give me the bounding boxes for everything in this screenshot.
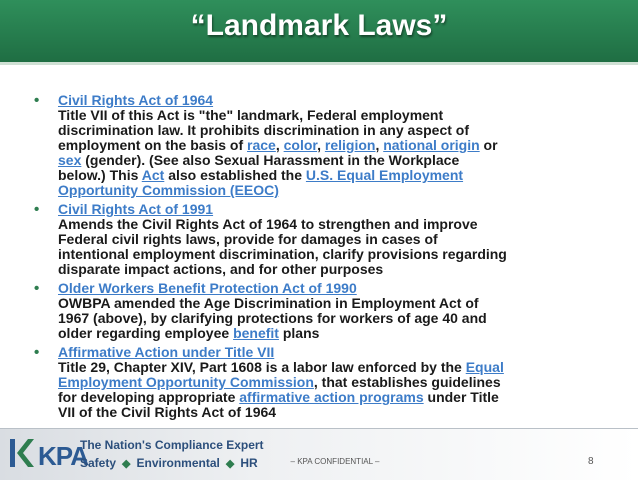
title-divider bbox=[0, 62, 638, 65]
body-text-segment: , bbox=[275, 137, 284, 153]
body-line bbox=[58, 262, 618, 277]
body-line bbox=[58, 375, 618, 390]
body-text-segment: OWBPA amended the Age Discrimination in Employment Act of bbox=[58, 295, 479, 311]
body-line bbox=[58, 296, 618, 311]
inline-link[interactable]: Act bbox=[141, 167, 165, 183]
page-number: 8 bbox=[588, 456, 594, 467]
tagline-safety: Safety bbox=[80, 456, 117, 470]
kpa-logo-text: KPA bbox=[38, 441, 88, 471]
inline-link[interactable]: Employment Opportunity Commission bbox=[58, 374, 314, 390]
body-text-segment: VII of the Civil Rights Act of 1964 bbox=[58, 404, 277, 420]
law-heading-link[interactable]: Civil Rights Act of 1964 bbox=[58, 92, 214, 108]
inline-link[interactable]: color bbox=[283, 137, 318, 153]
bullet-icon: • bbox=[34, 92, 40, 109]
slide-title: “Landmark Laws” bbox=[190, 9, 448, 42]
body-text-segment: plans bbox=[278, 325, 320, 341]
inline-link[interactable]: Equal bbox=[465, 359, 504, 375]
body-line bbox=[58, 311, 618, 326]
body-text-segment: under Title bbox=[423, 389, 499, 405]
body-line bbox=[58, 183, 618, 198]
law-heading-link[interactable]: Affirmative Action under Title VII bbox=[58, 344, 275, 360]
body-text-segment: also established the bbox=[164, 167, 306, 183]
body-line bbox=[58, 217, 618, 232]
body-text-segment: , bbox=[375, 137, 384, 153]
bullet-icon: • bbox=[34, 280, 40, 297]
inline-link[interactable]: sex bbox=[58, 152, 82, 168]
body-text-segment: Amends the Civil Rights Act of 1964 to strengthen and improve bbox=[58, 216, 478, 232]
body-line bbox=[58, 405, 618, 420]
confidential-notice: – KPA CONFIDENTIAL – bbox=[290, 457, 380, 466]
body-line bbox=[58, 123, 618, 138]
tagline-title: The Nation's Compliance Expert bbox=[80, 438, 264, 452]
body-text-segment: for developing appropriate bbox=[58, 389, 240, 405]
body-text-segment: disparate impact actions, and for other purposes bbox=[58, 261, 384, 277]
body-text-segment: Title 29, Chapter XIV, Part 1608 is a labor law enforced by the bbox=[58, 359, 466, 375]
body-line bbox=[58, 168, 618, 183]
body-line bbox=[58, 326, 618, 341]
bullet-icon: • bbox=[34, 201, 40, 218]
footer bbox=[0, 428, 638, 480]
body-line bbox=[58, 232, 618, 247]
bullet-item bbox=[34, 201, 618, 277]
body-line bbox=[58, 108, 618, 123]
law-heading-link[interactable]: Civil Rights Act of 1991 bbox=[58, 201, 214, 217]
body-text-segment: (gender). (See also Sexual Harassment in the Workplace bbox=[81, 152, 460, 168]
body-line bbox=[58, 247, 618, 262]
inline-link[interactable]: Opportunity Commission (EEOC) bbox=[58, 182, 279, 198]
inline-link[interactable]: religion bbox=[324, 137, 376, 153]
inline-link[interactable]: national origin bbox=[383, 137, 480, 153]
body-text-segment: intentional employment discrimination, clarify provisions regarding bbox=[58, 246, 507, 262]
body-text-segment: 1967 (above), by clarifying protections for workers of age 40 and bbox=[58, 310, 487, 326]
body-text-segment: discrimination law. It prohibits discrimination in any aspect of bbox=[58, 122, 469, 138]
tagline-areas bbox=[80, 456, 258, 470]
body-text-segment: employment on the basis of bbox=[58, 137, 248, 153]
law-heading-link[interactable]: Older Workers Benefit Protection Act of 1990 bbox=[58, 280, 357, 296]
inline-link[interactable]: U.S. Equal Employment bbox=[305, 167, 464, 183]
inline-link[interactable]: benefit bbox=[233, 325, 279, 341]
inline-link[interactable]: race bbox=[247, 137, 276, 153]
bullet-item bbox=[34, 92, 618, 198]
diamond-icon: ◆ bbox=[122, 458, 131, 470]
bullet-item bbox=[34, 344, 618, 420]
body-line bbox=[58, 138, 618, 153]
body-line bbox=[58, 390, 618, 405]
body-text-segment: Federal civil rights laws, provide for damages in cases of bbox=[58, 231, 438, 247]
body-line bbox=[58, 360, 618, 375]
bullet-item bbox=[34, 280, 618, 341]
diamond-icon: ◆ bbox=[225, 458, 235, 470]
body-text-segment: older regarding employee bbox=[58, 325, 234, 341]
body-text-segment: below.) This bbox=[58, 167, 142, 183]
body-text-segment: Title VII of this Act is "the" landmark, Federal employment bbox=[58, 107, 444, 123]
tagline-hr: HR bbox=[240, 456, 258, 470]
body-text-segment: or bbox=[479, 137, 498, 153]
body-text-segment: , that establishes guidelines bbox=[313, 374, 501, 390]
tagline-environmental: Environmental bbox=[136, 456, 220, 470]
inline-link[interactable]: affirmative action programs bbox=[239, 389, 424, 405]
body-text-segment: , bbox=[317, 137, 325, 153]
bullet-icon: • bbox=[34, 344, 40, 361]
body-line bbox=[58, 153, 618, 168]
title-bar bbox=[0, 0, 638, 62]
bullet-list bbox=[34, 92, 618, 424]
